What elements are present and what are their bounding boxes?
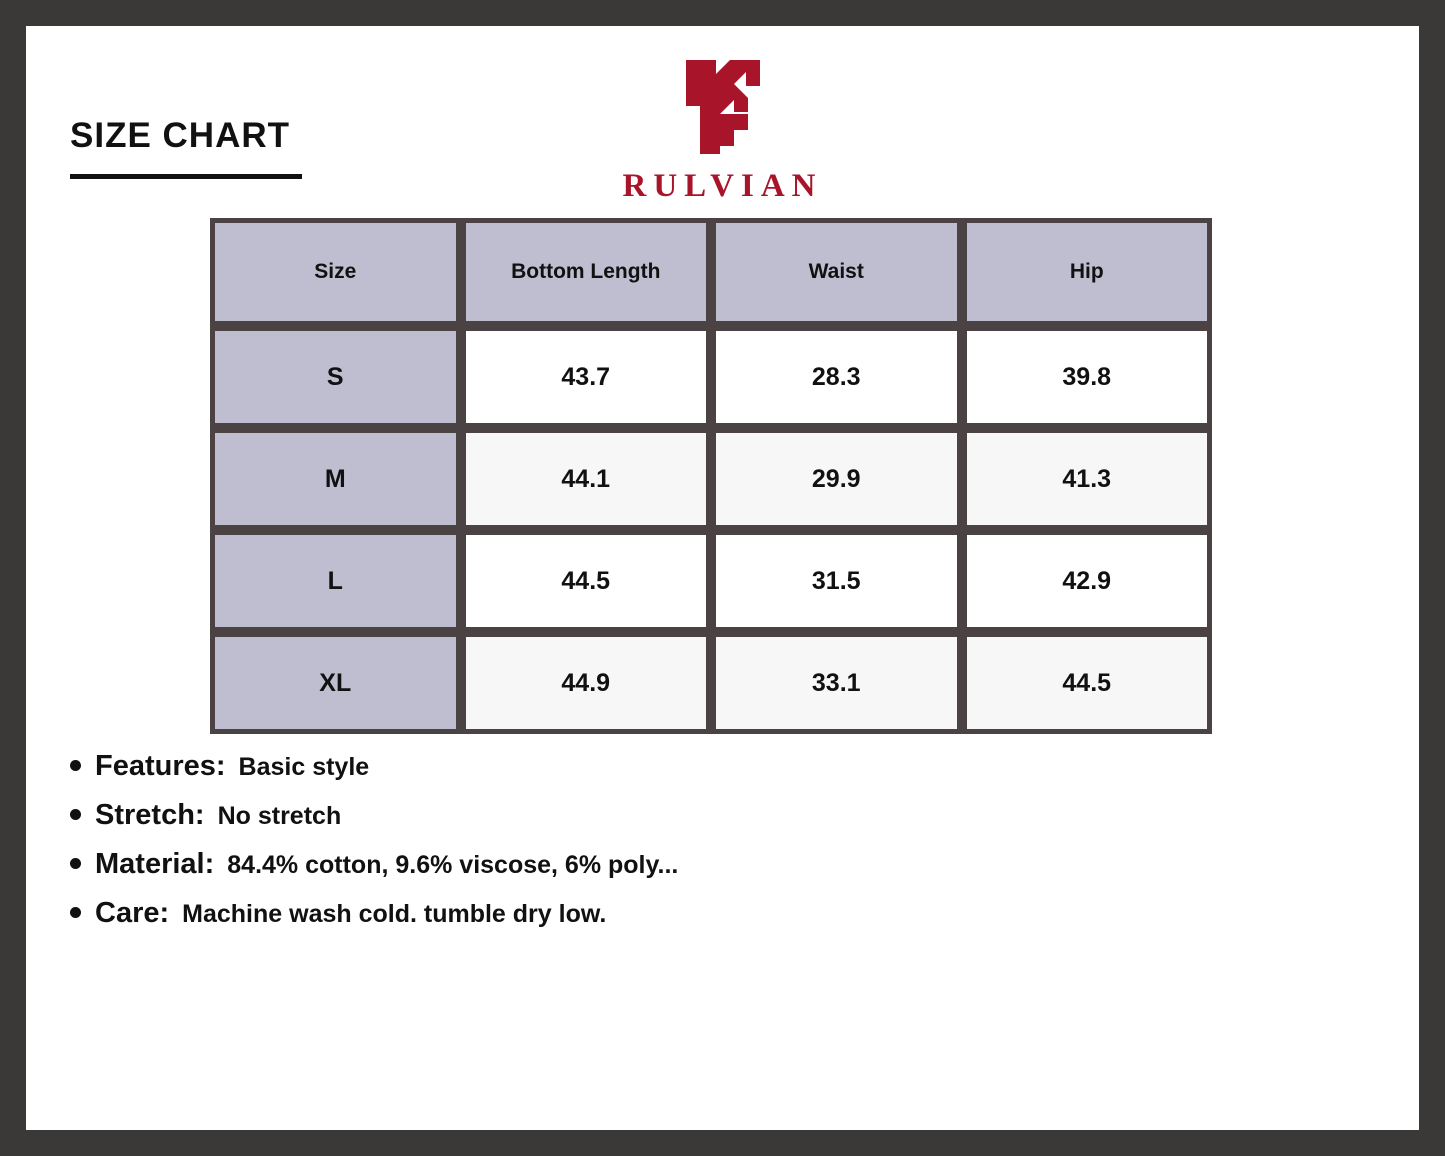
cell-hip: 39.8 bbox=[962, 326, 1213, 428]
cell-bottom-length: 43.7 bbox=[461, 326, 712, 428]
column-header-size: Size bbox=[210, 218, 461, 326]
note-label: Material: bbox=[95, 848, 215, 880]
size-table-wrapper bbox=[210, 218, 1212, 734]
size-table bbox=[210, 218, 1212, 734]
table-header-row bbox=[210, 218, 1212, 326]
cell-size: L bbox=[210, 530, 461, 632]
bullet-icon bbox=[70, 858, 81, 869]
table-head bbox=[210, 218, 1212, 326]
column-header-hip: Hip bbox=[962, 218, 1213, 326]
cell-hip: 41.3 bbox=[962, 428, 1213, 530]
bullet-icon bbox=[70, 760, 81, 771]
note-item-care bbox=[70, 897, 1170, 930]
bullet-icon bbox=[70, 809, 81, 820]
note-label: Care: bbox=[95, 897, 170, 929]
column-header-waist: Waist bbox=[711, 218, 962, 326]
note-label: Stretch: bbox=[95, 799, 205, 831]
note-value: Basic style bbox=[238, 753, 370, 781]
note-item-material bbox=[70, 848, 1170, 881]
table-body bbox=[210, 326, 1212, 734]
note-item-stretch bbox=[70, 799, 1170, 832]
cell-waist: 29.9 bbox=[711, 428, 962, 530]
cell-size: M bbox=[210, 428, 461, 530]
product-notes bbox=[70, 750, 1170, 946]
bullet-icon bbox=[70, 907, 81, 918]
cell-waist: 28.3 bbox=[711, 326, 962, 428]
page-title: SIZE CHART bbox=[70, 116, 290, 155]
brand-name: RULVIAN bbox=[622, 168, 823, 204]
note-label: Features: bbox=[95, 750, 226, 782]
cell-bottom-length: 44.9 bbox=[461, 632, 712, 734]
column-header-bottom-length: Bottom Length bbox=[461, 218, 712, 326]
cell-size: S bbox=[210, 326, 461, 428]
cell-waist: 31.5 bbox=[711, 530, 962, 632]
table-row bbox=[210, 632, 1212, 734]
rulvian-r-logo-icon bbox=[664, 52, 782, 162]
table-row bbox=[210, 530, 1212, 632]
cell-size: XL bbox=[210, 632, 461, 734]
note-item-features bbox=[70, 750, 1170, 783]
cell-bottom-length: 44.5 bbox=[461, 530, 712, 632]
note-value: No stretch bbox=[217, 802, 342, 830]
cell-hip: 42.9 bbox=[962, 530, 1213, 632]
page-inner bbox=[26, 26, 1419, 1130]
table-row bbox=[210, 326, 1212, 428]
cell-waist: 33.1 bbox=[711, 632, 962, 734]
cell-bottom-length: 44.1 bbox=[461, 428, 712, 530]
brand-logo bbox=[26, 52, 1419, 205]
note-value: Machine wash cold. tumble dry low. bbox=[182, 900, 607, 928]
table-row bbox=[210, 428, 1212, 530]
note-value: 84.4% cotton, 9.6% viscose, 6% poly... bbox=[227, 851, 679, 879]
cell-hip: 44.5 bbox=[962, 632, 1213, 734]
